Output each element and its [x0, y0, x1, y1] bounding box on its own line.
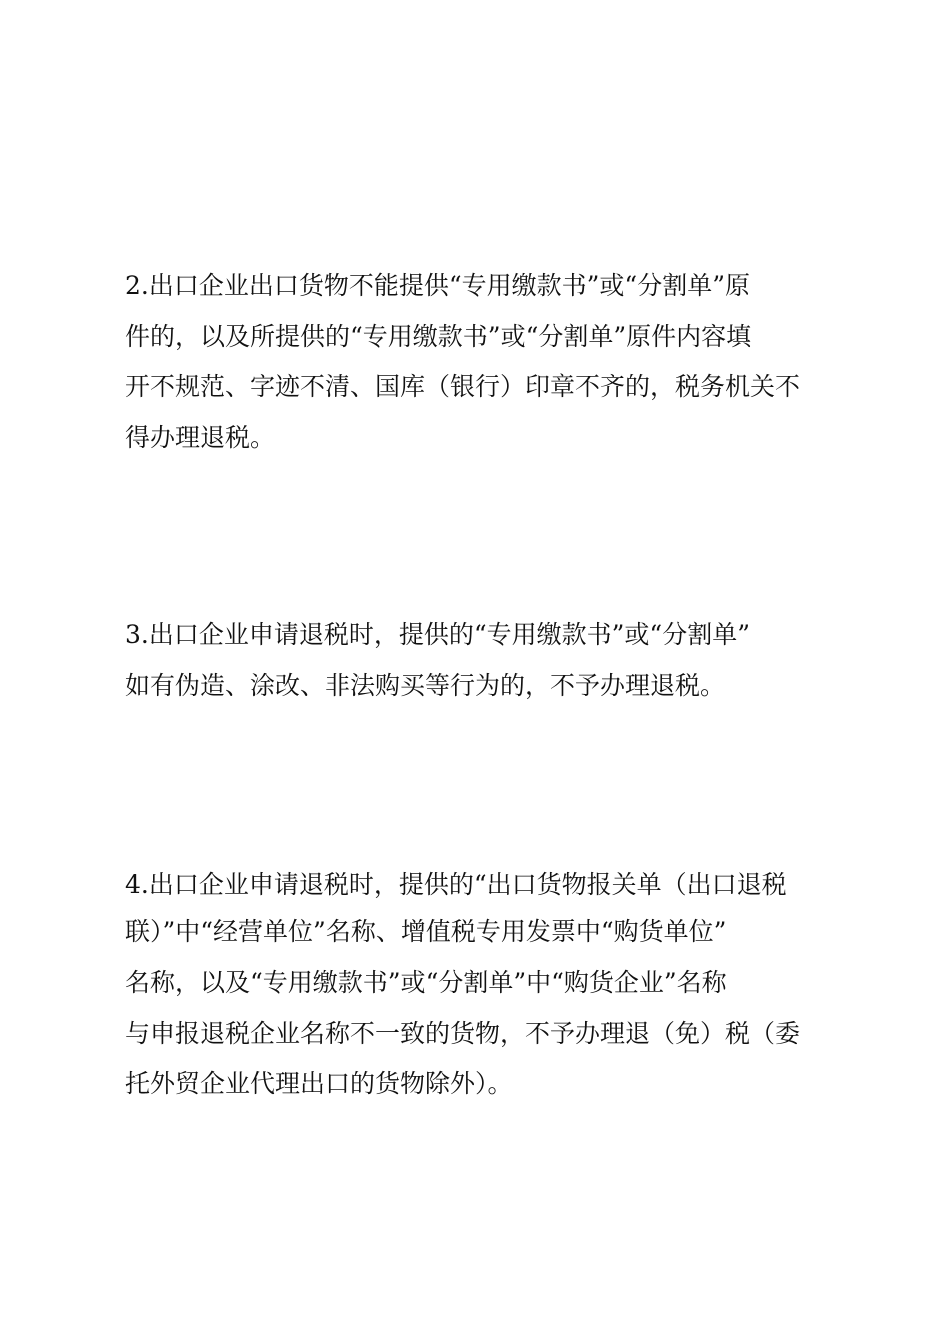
- paragraph-line: 件的，以及所提供的“专用缴款书”或“分割单”原件内容填: [125, 322, 752, 351]
- paragraph-line: 3.出口企业申请退税时，提供的“专用缴款书”或“分割单”: [125, 620, 750, 649]
- paragraph-line: 名称，以及“专用缴款书”或“分割单”中“购货企业”名称: [125, 968, 727, 997]
- paragraph-line: 得办理退税。: [125, 423, 276, 452]
- paragraph-line: 开不规范、字迹不清、国库（银行）印章不齐的，税务机关不: [125, 372, 801, 401]
- paragraph-line: 4.出口企业申请退税时，提供的“出口货物报关单（出口退税: [125, 870, 787, 899]
- paragraph-line: 与申报退税企业名称不一致的货物，不予办理退（免）税（委: [125, 1019, 801, 1048]
- paragraph-line: 如有伪造、涂改、非法购买等行为的，不予办理退税。: [125, 671, 726, 700]
- paragraph-line: 托外贸企业代理出口的货物除外）。: [125, 1069, 513, 1098]
- paragraph-line: 2.出口企业出口货物不能提供“专用缴款书”或“分割单”原: [125, 271, 750, 300]
- paragraph-line: 联）”中“经营单位”名称、增值税专用发票中“购货单位”: [125, 917, 727, 946]
